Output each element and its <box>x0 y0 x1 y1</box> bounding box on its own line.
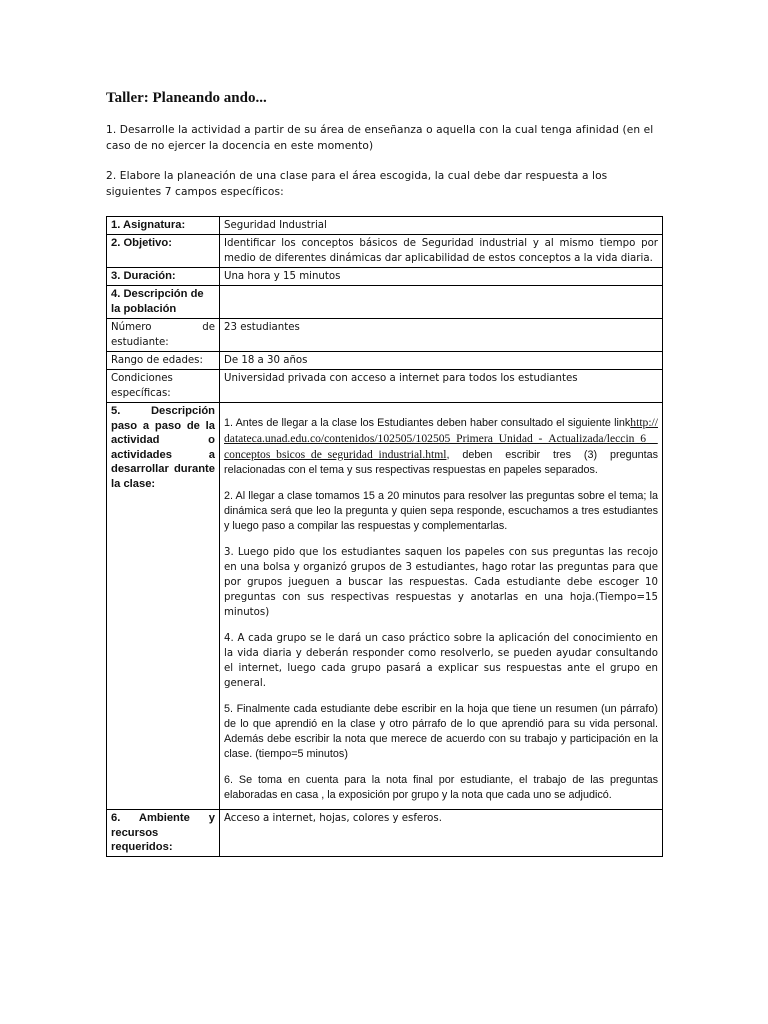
table-row <box>107 370 663 403</box>
step-1-rest: , deben escribir tres (3) preguntas relacionadas con el tema y sus respectivas respuestas en papeles separados. <box>224 449 658 476</box>
document-title: Taller: Planeando ando... <box>106 90 267 106</box>
duracion-label: 3. Duración: <box>107 268 220 286</box>
step-4: 4. A cada grupo se le dará un caso práctico sobre la aplicación del conocimiento en la vida diaria y deberán responder como resolverlo, se pueden ayudar consultando el internet, luego cada grupo pasará a explicar sus respuestas ante el grupo en general. <box>224 633 658 689</box>
instruction-1: 1. Desarrolle la actividad a partir de su área de enseñanza o aquella con la cual tenga afinidad (en el caso de no ejercer la docencia en este momento) <box>106 124 654 152</box>
asignatura-value: Seguridad Industrial <box>220 217 663 235</box>
step-2: 2. Al llegar a clase tomamos 15 a 20 minutos para resolver las preguntas sobre el tema; la dinámica será que leo la pregunta y quien sepa responde, escuchamos a tres estudiantes y luego paso a compilar las respuestas y complementarlas. <box>224 490 658 532</box>
numero-label: Número de estudiante: <box>107 319 220 352</box>
edades-label: Rango de edades: <box>107 352 220 370</box>
descripcion-label: 5. Descripción paso a paso de la actividad o actividades a desarrollar durante la clase: <box>107 403 220 810</box>
poblacion-value <box>220 286 663 319</box>
edades-value: De 18 a 30 años <box>220 352 663 370</box>
numero-value: 23 estudiantes <box>220 319 663 352</box>
planning-table <box>106 216 663 857</box>
objetivo-value: Identificar los conceptos básicos de Seguridad industrial y al mismo tiempo por medio de diferentes dinámicas dar aplicabilidad de estos conceptos a la vida diaria. <box>220 235 663 268</box>
step-3: 3. Luego pido que los estudiantes saquen los papeles con sus preguntas las recojo en una bolsa y organizó grupos de 3 estudiantes, hago rotar las preguntas para que por grupos jueguen a buscar las respuestas. Cada estudiante debe escoger 10 preguntas con sus respectivas respuestas y anotarlas en una hoja.(Tiempo=15 minutos) <box>224 547 658 618</box>
duracion-value: Una hora y 15 minutos <box>220 268 663 286</box>
asignatura-label: 1. Asignatura: <box>107 217 220 235</box>
table-row <box>107 319 663 352</box>
poblacion-label: 4. Descripción de la población <box>107 286 220 319</box>
condiciones-label: Condiciones específicas: <box>107 370 220 403</box>
objetivo-label: 2. Objetivo: <box>107 235 220 268</box>
table-row <box>107 268 663 286</box>
instruction-2: 2. Elabore la planeación de una clase para el área escogida, la cual debe dar respuesta a los siguientes 7 campos específicos: <box>106 170 608 198</box>
descripcion-steps <box>220 403 663 810</box>
step-1-intro: 1. Antes de llegar a la clase los Estudiantes deben haber consultado el siguiente link <box>224 417 631 429</box>
ambiente-value: Acceso a internet, hojas, colores y esferos. <box>220 810 663 857</box>
ambiente-label: 6. Ambiente y recursos requeridos: <box>107 810 220 857</box>
condiciones-value: Universidad privada con acceso a internet para todos los estudiantes <box>220 370 663 403</box>
step-6: 6. Se toma en cuenta para la nota final por estudiante, el trabajo de las preguntas elaboradas en casa , la exposición por grupo y la nota que cada uno se adjudicó. <box>224 774 658 801</box>
table-row <box>107 403 663 810</box>
step-5: 5. Finalmente cada estudiante debe escribir en la hoja que tiene un resumen (un párrafo) de lo que aprendió en la clase y otro párrafo de lo que aprendió para su vida personal. Además debe escribir la nota que merece de acuerdo con su trabajo y participación en la clase. (tiempo=5 minutos) <box>224 703 658 760</box>
table-row <box>107 217 663 235</box>
table-row <box>107 352 663 370</box>
table-row <box>107 235 663 268</box>
table-row <box>107 810 663 857</box>
consult-link[interactable]: http://datateca.unad.edu.co/contenidos/102505/102505_Primera_Unidad_-_Actualizada/leccin_6__conceptos_bsicos_de_seguridad_industrial.html <box>224 416 658 461</box>
table-row <box>107 286 663 319</box>
step-1 <box>224 415 658 478</box>
